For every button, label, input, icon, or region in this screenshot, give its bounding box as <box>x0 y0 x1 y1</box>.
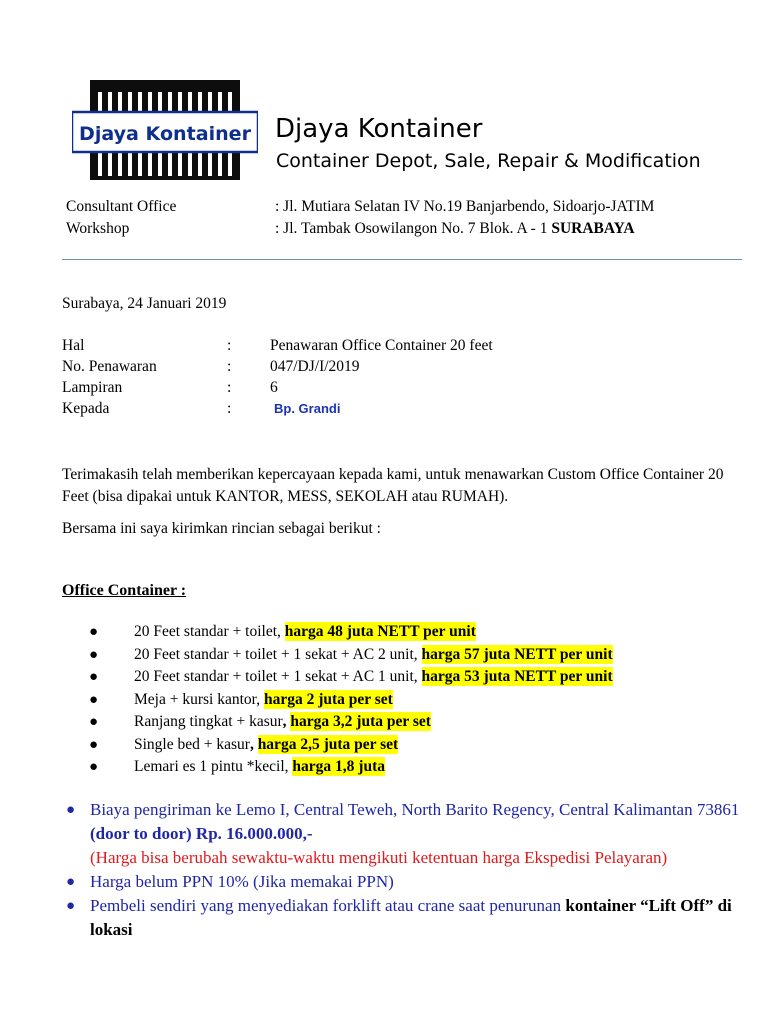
list-item <box>62 734 613 757</box>
bullet-icon: ● <box>89 759 99 775</box>
address-label: Workshop <box>66 220 130 237</box>
container-logo-graphic <box>72 78 258 184</box>
company-name: Djaya Kontainer <box>275 114 483 144</box>
meta-row-attachment <box>62 377 278 398</box>
offer-price: harga 48 juta NETT per unit <box>284 623 476 640</box>
offer-text: 20 Feet standar + toilet, <box>134 623 285 640</box>
section-title: Office Container : <box>62 582 187 599</box>
meta-label: Kepada <box>62 400 110 417</box>
company-tagline: Container Depot, Sale, Repair & Modification <box>276 150 701 172</box>
forklift-note-bold: kontainer “Lift Off” di lokasi <box>90 896 732 939</box>
meta-value: 6 <box>270 379 278 396</box>
list-item <box>62 666 613 689</box>
meta-value: Penawaran Office Container 20 feet <box>270 337 493 354</box>
meta-colon: : <box>227 400 232 417</box>
offer-price: harga 1,8 juta <box>292 758 385 775</box>
offer-text: 20 Feet standar + toilet + 1 sekat + AC 2 unit, <box>134 645 422 663</box>
address-value: : Jl. Tambak Osowilangon No. 7 Blok. A - 1 <box>275 220 552 237</box>
bullet-icon: ● <box>66 802 76 818</box>
offer-text: Meja + kursi kantor, <box>134 690 264 708</box>
shipping-disclaimer: (Harga bisa berubah sewaktu-waktu mengikuti ketentuan harga Ekspedisi Pelayaran) <box>90 848 668 867</box>
offer-price: harga 2,5 juta per set <box>257 735 399 753</box>
list-item <box>62 644 613 667</box>
meta-label: Lampiran <box>62 379 123 396</box>
meta-colon: : <box>227 379 232 396</box>
tax-note: Harga belum PPN 10% (Jika memakai PPN) <box>90 872 394 891</box>
offer-separator: , <box>249 735 258 753</box>
bullet-icon: ● <box>66 874 76 890</box>
meta-value: 047/DJ/I/2019 <box>270 358 360 375</box>
list-item <box>62 798 750 870</box>
meta-label: Hal <box>62 337 85 354</box>
bullet-icon: ● <box>89 736 99 753</box>
letter-date: Surabaya, 24 Januari 2019 <box>62 295 227 312</box>
address-label: Consultant Office <box>66 198 177 215</box>
offer-price: harga 53 juta NETT per unit <box>421 668 613 685</box>
offer-text: Single bed + kasur <box>134 735 250 753</box>
meta-row-subject <box>62 335 493 356</box>
bullet-icon: ● <box>89 624 99 640</box>
offer-text: 20 Feet standar + toilet + 1 sekat + AC 1 unit, <box>134 668 422 685</box>
list-item <box>62 621 613 644</box>
offer-list <box>62 621 613 779</box>
shipping-text: Biaya pengiriman ke Lemo I, Central Teweh, North Barito Regency, Central Kalimantan 73861 <box>90 800 740 819</box>
meta-row-recipient <box>62 398 340 419</box>
bullet-icon: ● <box>89 669 99 685</box>
offer-separator: , <box>282 713 291 730</box>
list-item <box>62 894 750 942</box>
offer-text: Ranjang tingkat + kasur <box>134 713 283 730</box>
company-logo <box>72 78 258 184</box>
header-divider <box>62 259 742 260</box>
bullet-icon: ● <box>89 714 99 730</box>
list-item <box>62 756 613 779</box>
address-row-office <box>66 196 654 218</box>
address-value: : Jl. Mutiara Selatan IV No.19 Banjarbendo, Sidoarjo-JATIM <box>275 198 655 215</box>
offer-text: Lemari es 1 pintu *kecil, <box>134 758 293 775</box>
recipient-name: Bp. Grandi <box>274 401 341 416</box>
list-item <box>62 870 750 894</box>
bullet-icon: ● <box>89 691 99 708</box>
meta-colon: : <box>227 337 232 354</box>
offer-price: harga 57 juta NETT per unit <box>421 645 613 663</box>
bullet-icon: ● <box>89 646 99 663</box>
meta-row-offer-number <box>62 356 360 377</box>
shipping-price: (door to door) Rp. 16.000.000,- <box>90 824 313 843</box>
meta-label: No. Penawaran <box>62 358 157 375</box>
logo-text: Djaya Kontainer <box>79 123 252 145</box>
bullet-icon: ● <box>66 898 76 914</box>
terms-list <box>62 798 750 942</box>
offer-price: harga 2 juta per set <box>263 690 393 708</box>
forklift-note: Pembeli sendiri yang menyediakan forklift atau crane saat penurunan <box>90 896 566 915</box>
list-item <box>62 689 613 712</box>
intro-paragraph-2: Bersama ini saya kirimkan rincian sebagai berikut : <box>62 520 381 537</box>
address-city: SURABAYA <box>551 220 635 237</box>
address-row-workshop <box>66 218 635 240</box>
meta-colon: : <box>227 358 232 375</box>
list-item <box>62 711 613 734</box>
offer-price: harga 3,2 juta per set <box>290 713 431 730</box>
intro-paragraph: Terimakasih telah memberikan kepercayaan kepada kami, untuk menawarkan Custom Office Container 20 Feet (bisa dipakai untuk KANTOR, MESS, SEKOLAH atau RUMAH). <box>62 466 724 505</box>
